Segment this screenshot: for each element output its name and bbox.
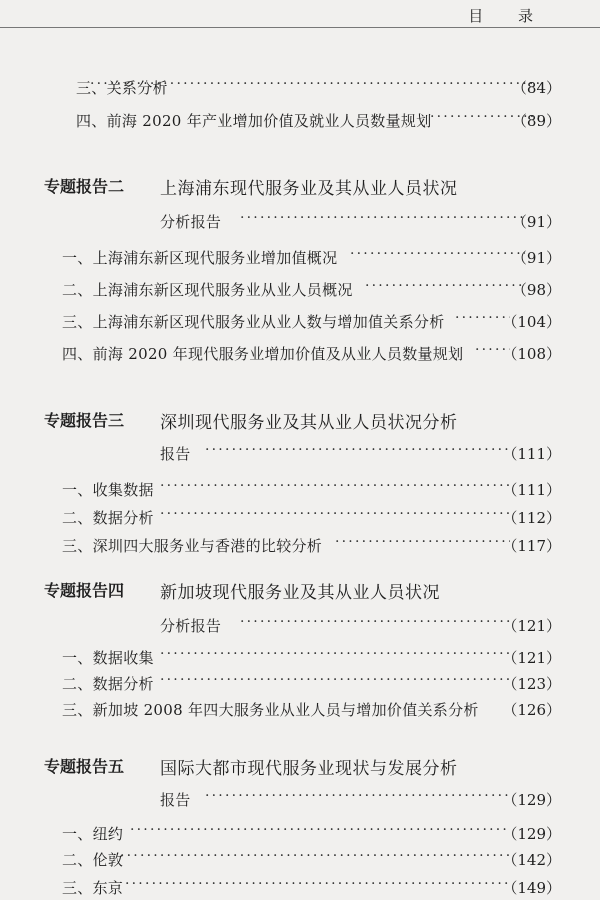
- dot-leader: [90, 76, 540, 96]
- toc-entry-title: 报告: [160, 791, 191, 809]
- dot-leader: [130, 822, 510, 842]
- dot-leader: [205, 442, 510, 462]
- report-label: 专题报告四: [44, 581, 125, 600]
- header-title: 目 录: [468, 7, 548, 25]
- toc-page-number: （104）: [502, 313, 561, 331]
- toc-page-number: （149）: [502, 879, 561, 897]
- toc-entry-title: 四、前海 2020 年现代服务业增加价值及从业人员数量规划: [62, 345, 464, 363]
- toc-entry[interactable]: [0, 644, 600, 670]
- toc-page-number: （91）: [511, 249, 561, 267]
- report-heading: [0, 406, 600, 433]
- toc-page-number: （108）: [502, 345, 561, 363]
- dot-leader: [160, 506, 510, 526]
- dot-leader: [240, 614, 510, 634]
- toc-entry-title: 一、上海浦东新区现代服务业增加值概况: [62, 249, 338, 267]
- report-title: 深圳现代服务业及其从业人员状况分析: [160, 413, 458, 433]
- toc-entry-title: 一、收集数据: [62, 481, 154, 499]
- toc-entry-title: 一、数据收集: [62, 649, 154, 667]
- toc-entry-title: 三、上海浦东新区现代服务业从业人数与增加值关系分析: [62, 313, 445, 331]
- toc-entry[interactable]: [0, 874, 600, 900]
- toc-entry-title: 三、深圳四大服务业与香港的比较分析: [62, 537, 323, 555]
- toc-entry-title: 三、新加坡 2008 年四大服务业从业人员与增加价值关系分析: [62, 701, 479, 719]
- report-label: 专题报告三: [44, 411, 125, 430]
- report-label: 专题报告二: [44, 177, 125, 196]
- toc-page-number: （111）: [502, 445, 561, 463]
- toc-page-number: （129）: [502, 825, 561, 843]
- dot-leader: [125, 876, 510, 896]
- toc-entry-title: 一、纽约: [62, 825, 124, 843]
- report-label: 专题报告五: [44, 757, 125, 776]
- toc-entry[interactable]: [0, 244, 600, 270]
- toc-entry-title: 三、关系分析: [76, 79, 168, 97]
- toc-page-number: （91）: [511, 213, 561, 231]
- toc-page-number: （84）: [511, 79, 561, 97]
- report-heading: [0, 576, 600, 603]
- toc-entry[interactable]: [0, 612, 600, 638]
- toc-entry-title: 二、伦敦: [62, 851, 124, 869]
- dot-leader: [205, 788, 510, 808]
- dot-leader: [335, 534, 510, 554]
- toc-page-number: （112）: [502, 509, 561, 527]
- toc-page-number: （98）: [511, 281, 561, 299]
- toc-page-number: （111）: [502, 481, 561, 499]
- dot-leader: [350, 246, 525, 266]
- toc-entry[interactable]: [0, 276, 600, 302]
- toc-page-number: （126）: [502, 701, 561, 719]
- toc-entry-title: 二、数据分析: [62, 675, 154, 693]
- dot-leader: [160, 672, 510, 692]
- report-title: 新加坡现代服务业及其从业人员状况: [160, 583, 440, 603]
- toc-page-number: （129）: [502, 791, 561, 809]
- toc-entry[interactable]: [0, 440, 600, 466]
- toc-entry[interactable]: [0, 476, 600, 502]
- toc-entry[interactable]: [0, 74, 600, 100]
- toc-entry-title: 三、东京: [62, 879, 124, 897]
- toc-entry-title: 分析报告: [160, 617, 222, 635]
- toc-entry[interactable]: [0, 670, 600, 696]
- toc-entry[interactable]: [0, 340, 600, 366]
- dot-leader: [160, 646, 510, 666]
- dot-leader: [120, 848, 510, 868]
- toc-entry-title: 分析报告: [160, 213, 222, 231]
- toc-entry-title: 报告: [160, 445, 191, 463]
- toc-page-number: （89）: [511, 112, 561, 130]
- toc-entry[interactable]: [0, 504, 600, 530]
- dot-leader: [365, 278, 525, 298]
- toc-entry[interactable]: [0, 308, 600, 334]
- dot-leader: [240, 210, 525, 230]
- toc-page-number: （121）: [502, 649, 561, 667]
- report-title: 上海浦东现代服务业及其从业人员状况: [160, 179, 458, 199]
- toc-entry[interactable]: [0, 846, 600, 872]
- toc-entry[interactable]: [0, 786, 600, 812]
- toc-entry[interactable]: [0, 107, 600, 133]
- report-heading: [0, 752, 600, 779]
- toc-entry[interactable]: [0, 820, 600, 846]
- toc-entry[interactable]: [0, 532, 600, 558]
- toc-page-number: （117）: [502, 537, 561, 555]
- toc-entry[interactable]: [0, 208, 600, 234]
- toc-entry-title: 二、上海浦东新区现代服务业从业人员概况: [62, 281, 353, 299]
- toc-entry-title: 二、数据分析: [62, 509, 154, 527]
- dot-leader: [160, 478, 510, 498]
- report-title: 国际大都市现代服务业现状与发展分析: [160, 759, 458, 779]
- toc-entry[interactable]: [0, 696, 600, 722]
- report-heading: [0, 172, 600, 199]
- toc-page-number: （142）: [502, 851, 561, 869]
- toc-entry-title: 四、前海 2020 年产业增加价值及就业人员数量规划: [76, 112, 432, 130]
- toc-page-number: （123）: [502, 675, 561, 693]
- toc-page-number: （121）: [502, 617, 561, 635]
